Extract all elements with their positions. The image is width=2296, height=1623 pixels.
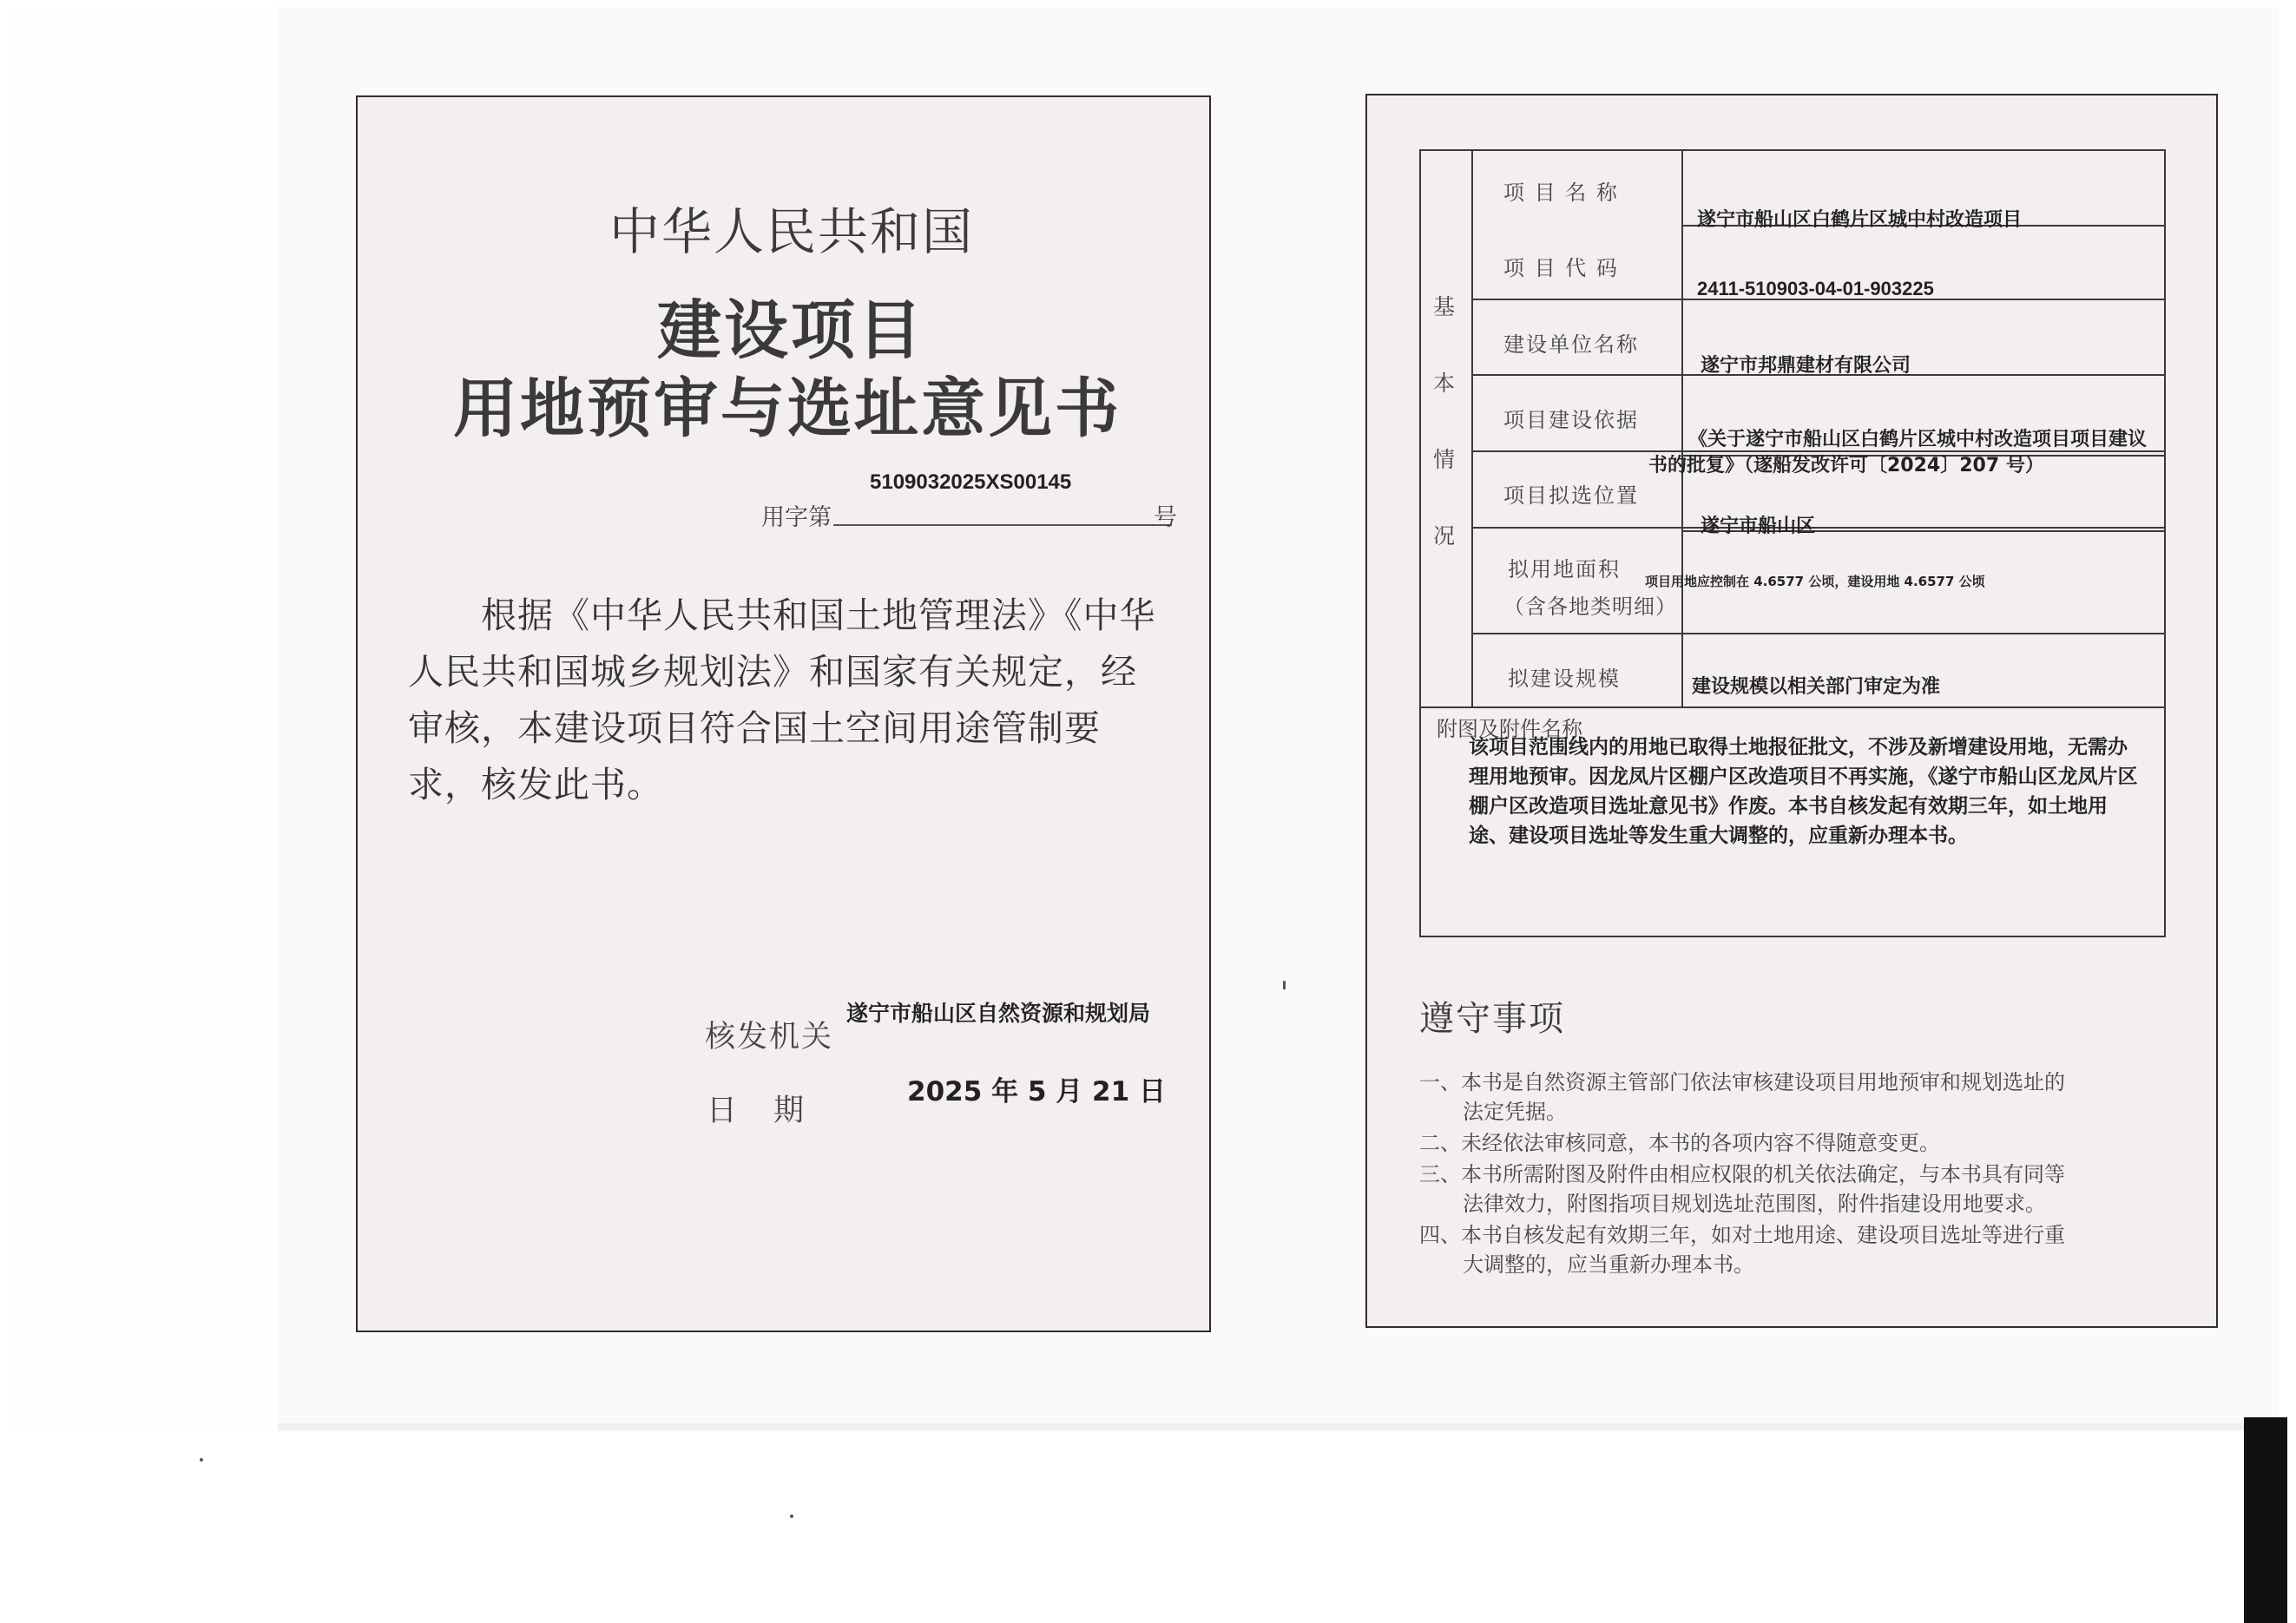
certificate-body: 根据《中华人民共和国土地管理法》《中华人民共和国城乡规划法》和国家有关规定，经审核，本建设项目符合国土空间用途管制要求，核发此书。: [408, 595, 1156, 805]
certificate-details-page: [1365, 94, 2218, 1328]
date-label: 日期: [707, 1094, 841, 1128]
row-label-scale: 拟建设规模: [1508, 667, 1621, 691]
certificate-cover-page: [356, 95, 1211, 1332]
note-line: 大调整的，应当重新办理本书。: [1463, 1252, 1754, 1277]
row-label-land-area-detail: （含各地类明细）: [1503, 595, 1677, 619]
attachment-cell: [1421, 706, 2166, 937]
note-line: 法律效力，附图指项目规划选址范围图，附件指建设用地要求。: [1463, 1192, 2046, 1216]
basis-value-line1: 《关于遂宁市船山区白鹤片区城中村改造项目项目建议: [1688, 429, 2148, 450]
builder-value: 遂宁市邦鼎建材有限公司: [1701, 355, 1911, 377]
section-label-char: 本: [1433, 371, 1456, 396]
row-label-basis: 项目建设依据: [1503, 408, 1639, 432]
attachment-label: 附图及附件名称: [1437, 717, 1582, 741]
scan-speck: [200, 1458, 203, 1462]
number-prefix: 用字第: [761, 504, 832, 531]
scan-speck: [790, 1515, 793, 1518]
scale-value: 建设规模以相关部门审定为准: [1692, 676, 1941, 698]
row-label-builder: 建设单位名称: [1503, 332, 1639, 357]
country-title: 中华人民共和国: [609, 202, 975, 261]
issuer-value: 遂宁市船山区自然资源和规划局: [846, 1001, 1151, 1026]
table-divider: [1471, 633, 2166, 634]
note-line: 法定凭据。: [1463, 1100, 1567, 1124]
paper-bottom-edge: [278, 1423, 2248, 1430]
certificate-number: 5109032025XS00145: [870, 470, 1072, 494]
scan-speck: [1283, 981, 1286, 989]
notes-title: 遵守事项: [1419, 999, 1565, 1039]
note-line: 三、本书所需附图及附件由相应权限的机关依法确定，与本书具有同等: [1419, 1162, 2065, 1186]
attachment-text: 该项目范围线内的用地已取得土地报征批文，不涉及新增建设用地，无需办理用地预审。因龙凤片区棚户区改造项目不再实施，《遂宁市船山区龙凤片区棚户区改造项目选址意见书》作废。本书自核发起有效期三年，如土地用途、建设项目选址等发生重大调整的，应重新办理本书。: [1469, 735, 2138, 847]
section-label-char: 况: [1433, 523, 1456, 549]
table-divider: [1471, 151, 1473, 706]
number-underline: [833, 524, 1172, 526]
basis-value-line2: 书的批复》（遂船发改许可〔2024〕207 号）: [1648, 455, 2044, 476]
row-label-location: 项目拟选位置: [1503, 483, 1639, 508]
issuer-label: 核发机关: [705, 1020, 834, 1055]
note-line: 四、本书自核发起有效期三年，如对土地用途、建设项目选址等进行重: [1419, 1223, 2065, 1247]
row-label-project-code: 项 目 代 码: [1503, 256, 1619, 280]
paper-fold-strip: [9, 7, 278, 1432]
number-suffix: 号: [1154, 504, 1177, 531]
land-area-value: 项目用地应控制在 4.6577 公顷，建设用地 4.6577 公顷: [1645, 574, 1985, 589]
table-divider: [1471, 527, 2166, 529]
basic-info-table: [1419, 149, 2166, 937]
project-code-value: 2411-510903-04-01-903225: [1697, 278, 1934, 299]
date-value: 2025 年 5 月 21 日: [907, 1076, 1166, 1107]
section-label-char: 情: [1433, 447, 1456, 472]
table-divider: [1681, 151, 1683, 706]
document-title-line2: 用地预审与选址意见书: [453, 371, 1122, 446]
project-name-value: 遂宁市船山区白鹤片区城中村改造项目: [1697, 209, 2023, 231]
row-label-project-name: 项 目 名 称: [1503, 181, 1619, 205]
note-line: 二、未经依法审核同意，本书的各项内容不得随意变更。: [1419, 1131, 1940, 1155]
note-line: 一、本书是自然资源主管部门依法审核建设项目用地预审和规划选址的: [1419, 1070, 2065, 1094]
row-label-land-area: 拟用地面积: [1508, 557, 1621, 582]
section-label-char: 基: [1433, 294, 1456, 319]
location-value: 遂宁市船山区: [1701, 516, 1816, 537]
scanner-dark-corner: [2244, 1417, 2287, 1623]
document-title-line1: 建设项目: [657, 293, 924, 368]
